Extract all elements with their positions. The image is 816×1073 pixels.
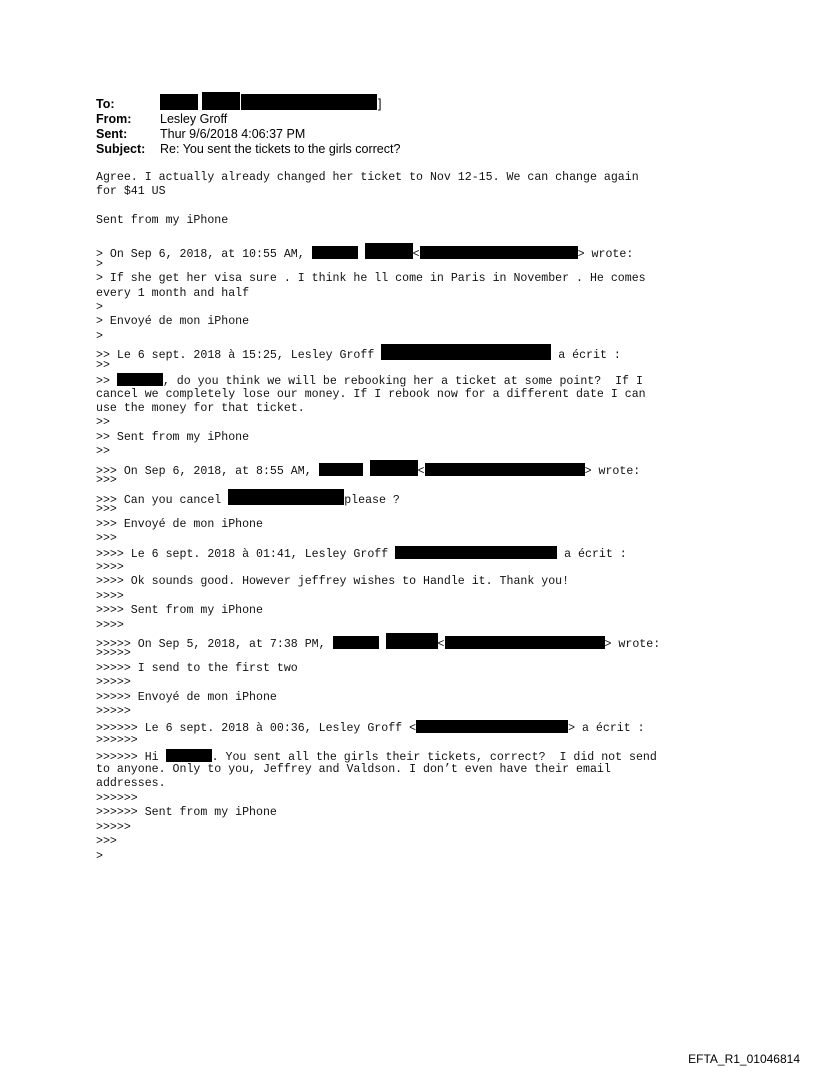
from-label: From:	[96, 112, 132, 126]
sent-value: Thur 9/6/2018 4:06:37 PM	[160, 127, 306, 141]
quote-header	[96, 344, 736, 363]
quote-text: >>>>>> Hi	[96, 750, 166, 764]
quote-header-text: a écrit :	[575, 721, 645, 735]
redaction-to-2	[202, 92, 240, 110]
quote-line: >>> Envoyé de mon iPhone	[96, 517, 263, 531]
blank-line	[96, 229, 736, 243]
document-id: EFTA_R1_01046814	[688, 1052, 800, 1066]
to-value: ]	[378, 97, 382, 111]
quote-header-text: >>>>> On Sep 5, 2018, at 7:38 PM,	[96, 638, 333, 651]
redaction	[117, 373, 163, 386]
quote-header-text: a écrit :	[551, 349, 621, 363]
quote-line: >>>> Sent from my iPhone	[96, 604, 263, 618]
quote-line: >>>	[96, 835, 117, 849]
quote-line: > If she get her visa sure . I think he ll come in Paris in November . He comes	[96, 272, 646, 286]
quote-line: >	[96, 257, 103, 271]
quote-line: >>>>	[96, 589, 124, 603]
quote-line: > Envoyé de mon iPhone	[96, 315, 250, 329]
blank-line	[96, 200, 736, 214]
redaction	[395, 546, 557, 559]
body-line: Agree. I actually already changed her ticket to Nov 12-15. We can change again	[96, 171, 639, 184]
redaction-to-1	[160, 94, 198, 110]
subject-label: Subject:	[96, 142, 146, 156]
quote-line: >>>>>> Sent from my iPhone	[96, 806, 277, 820]
quote-line: >>	[96, 416, 110, 430]
quote-header-text: >>>>>> Le 6 sept. 2018 à 00:36, Lesley Groff	[96, 721, 410, 735]
quote-line: use the money for that ticket.	[96, 402, 305, 415]
quote-line: >>>>> Envoyé de mon iPhone	[96, 690, 277, 704]
quote-line: >>	[96, 358, 110, 372]
quote-line: to anyone. Only to you, Jeffrey and Valdson. I don’t even have their email	[96, 762, 611, 776]
quote-line: >	[96, 849, 103, 863]
quote-line: >>>>	[96, 560, 124, 574]
quote-line: >>>	[96, 474, 117, 488]
quote-line: >	[96, 329, 103, 343]
quote-line: >>>>>>	[96, 791, 138, 805]
quote-header: >>>>>> Le 6 sept. 2018 à 00:36, Lesley Groff < > a écrit :	[96, 721, 645, 735]
quote-line: >>>> Ok sounds good. However jeffrey wishes to Handle it. Thank you!	[96, 575, 570, 589]
quote-header-text: > On Sep 6, 2018, at 10:55 AM,	[96, 248, 312, 262]
email-body	[96, 171, 736, 864]
quote-line: >> Sent from my iPhone	[96, 430, 250, 444]
quote-line: every 1 month and half	[96, 286, 250, 300]
quote-line: >>>>>	[96, 705, 131, 719]
sent-label: Sent:	[96, 127, 128, 141]
quote-text: please ?	[344, 493, 400, 507]
quote-line	[96, 489, 736, 507]
quote-header: >>>>> On Sep 5, 2018, at 7:38 PM, < > wrote:	[96, 633, 736, 647]
subject-value: Re: You sent the tickets to the girls correct?	[160, 142, 401, 156]
quote-line: >>>>>>	[96, 734, 138, 748]
quote-line: >>>>	[96, 618, 124, 632]
quote-line: >>>	[96, 531, 117, 545]
quote-text: >>> Can you cancel	[96, 493, 229, 507]
quote-text: , do you think we will be rebooking her a ticket at some point? If I	[162, 375, 643, 389]
quote-header-text: wrote:	[591, 464, 641, 478]
quote-line: >	[96, 300, 103, 314]
quote-header-text: >> Le 6 sept. 2018 à 15:25, Lesley Groff	[96, 349, 382, 363]
body-line: for $41 US	[96, 185, 166, 199]
from-value: Lesley Groff	[160, 112, 228, 126]
quote-line: >>	[96, 445, 110, 459]
redaction	[416, 720, 568, 733]
quote-line: >>>>>	[96, 676, 131, 690]
to-label: To:	[96, 97, 115, 111]
quote-line: addresses.	[96, 777, 166, 791]
quote-header-text: >>> On Sep 6, 2018, at 8:55 AM,	[96, 464, 319, 478]
quote-header-text: a écrit :	[557, 548, 627, 562]
quote-line	[96, 373, 736, 387]
quote-line: cancel we completely lose our money. If I rebook now for a different date I can	[96, 387, 646, 401]
quote-header-text: >>>> Le 6 sept. 2018 à 01:41, Lesley Groff	[96, 548, 396, 562]
redaction	[166, 749, 212, 762]
quote-text: >>	[96, 375, 117, 389]
quote-line	[96, 749, 736, 763]
quote-line: >>>	[96, 503, 117, 517]
body-signature: Sent from my iPhone	[96, 214, 229, 228]
quote-line: >>>>>	[96, 820, 131, 834]
quote-header: >>> On Sep 6, 2018, at 8:55 AM, < > wrote:	[96, 460, 736, 474]
quote-header	[96, 546, 736, 560]
quote-line: >>>>> I send to the first two	[96, 661, 298, 675]
quote-header: > On Sep 6, 2018, at 10:55 AM, < > wrote:	[96, 243, 736, 257]
quote-header-text: wrote:	[584, 248, 634, 262]
quote-text: . You sent all the girls their tickets, correct? I did not send	[211, 750, 657, 764]
quote-line: >>>>>	[96, 647, 131, 661]
redaction-to-3	[241, 94, 377, 110]
quote-header-text: wrote:	[611, 638, 661, 651]
